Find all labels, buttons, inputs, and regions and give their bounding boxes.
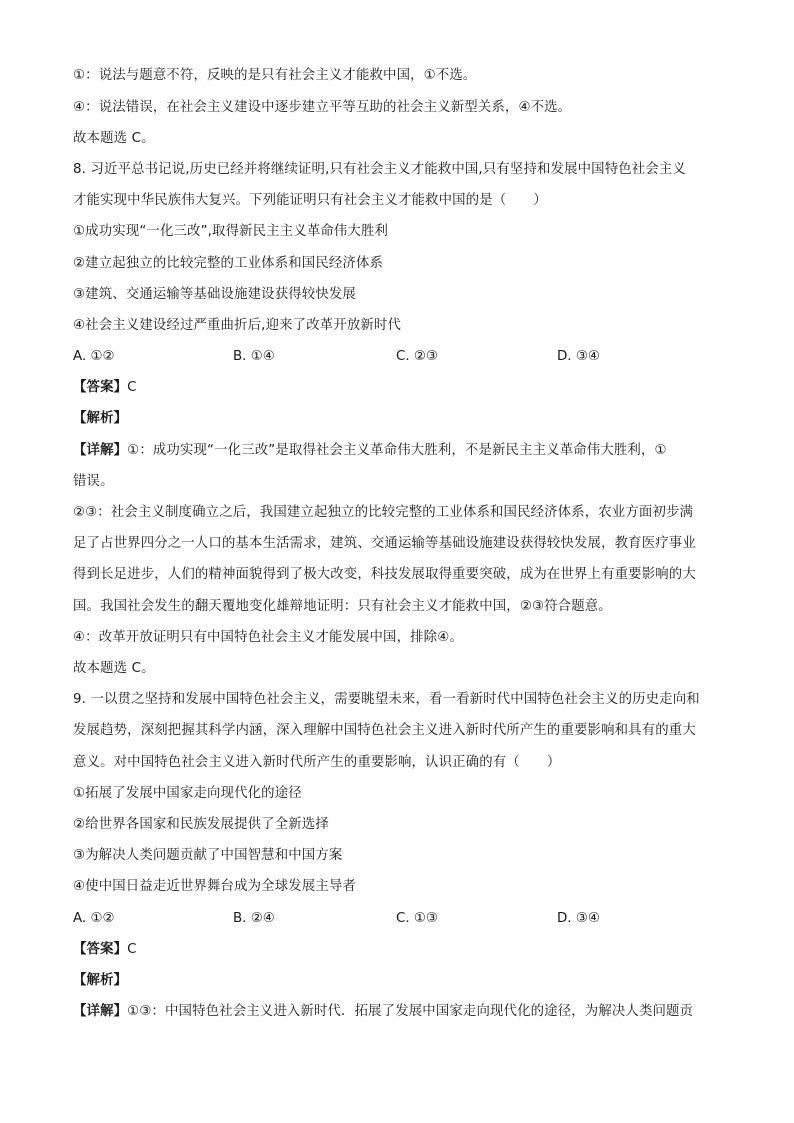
q9-statement-4: ④使中国日益走近世界舞台成为全球发展主导者 [73, 879, 356, 894]
q8-stem-line-2: 才能实现中华民族伟大复兴。下列能证明只有社会主义才能救中国的是（ ） [73, 193, 547, 208]
q9-stem-line-2: 发展趋势，深刻把握其科学内涵，深入理解中国特色社会主义进入新时代所产生的重要影响和具有的重大 [73, 723, 696, 738]
q8-detail-line-2: 错误。 [73, 474, 114, 489]
q9-statement-3: ③为解决人类问题贡献了中国智慧和中国方案 [73, 848, 343, 863]
q9-option-a: A. ①② [73, 911, 115, 926]
q8-conclusion: 故本题选 C。 [73, 661, 155, 676]
q9-statement-1: ①拓展了发展中国家走向现代化的途径 [73, 786, 302, 801]
q9-answer [73, 940, 137, 960]
q9-answer-value: C [127, 942, 137, 957]
prev-explanation-line-2: ④：说法错误，在社会主义建设中逐步建立平等互助的社会主义新型关系，④不选。 [73, 100, 572, 115]
q8-detail-line-1: 【详解】①：成功实现“一化三改”是取得社会主义革命伟大胜利，不是新民主主义革命伟大胜利，① [73, 443, 667, 458]
q8-detail-line-3: ②③：社会主义制度确立之后，我国建立起独立的比较完整的工业体系和国民经济体系，农业方面初步满 [73, 505, 694, 520]
q9-detail-line-1: 【详解】①③：中国特色社会主义进入新时代．拓展了发展中国家走向现代化的途径，为解决人类问题贡 [73, 1004, 694, 1019]
q8-statement-2: ②建立起独立的比较完整的工业体系和国民经济体系 [73, 256, 384, 271]
q9-answer-tag: 【答案】 [73, 942, 128, 957]
prev-conclusion: 故本题选 C。 [73, 131, 155, 146]
q8-statement-4: ④社会主义建设经过严重曲折后,迎来了改革开放新时代 [73, 318, 401, 333]
q9-analysis-tag: 【解析】 [73, 973, 128, 988]
q8-option-d: D. ③④ [557, 349, 600, 364]
q8-option-c: C. ②③ [396, 349, 438, 364]
q9-stem-line-1: 9. 一以贯之坚持和发展中国特色社会主义，需要眺望未来，看一看新时代中国特色社会主义的历史走向和 [73, 692, 700, 707]
q8-answer [73, 378, 137, 398]
q8-statement-1: ①成功实现“一化三改”,取得新民主主义革命伟大胜利 [73, 224, 389, 239]
q9-option-c: C. ①③ [396, 911, 438, 926]
q8-stem-line-1: 8. 习近平总书记说,历史已经并将继续证明,只有社会主义才能救中国,只有坚持和发展中国特色社会主义 [73, 162, 686, 177]
q9-stem-line-3: 意义。对中国特色社会主义进入新时代所产生的重要影响，认识正确的有（ ） [73, 755, 561, 770]
q8-option-a: A. ①② [73, 349, 115, 364]
q9-statement-2: ②给世界各国家和民族发展提供了全新选择 [73, 817, 329, 832]
q8-option-b: B. ①④ [233, 349, 275, 364]
q8-answer-value: C [127, 380, 137, 395]
q8-detail-line-4: 足了占世界四分之一人口的基本生活需求，建筑、交通运输等基础设施建设获得较快发展，教育医疗事业 [73, 536, 696, 551]
q8-detail-tag: 【详解】 [73, 443, 128, 458]
q9-option-d: D. ③④ [557, 911, 600, 926]
q8-detail-line-7: ④：改革开放证明只有中国特色社会主义才能发展中国，排除④。 [73, 630, 463, 645]
q8-answer-tag: 【答案】 [73, 380, 128, 395]
q8-detail-line-5: 得到长足进步，人们的精神面貌得到了极大改变，科技发展取得重要突破，成为在世界上有重要影响的大 [73, 567, 696, 582]
q9-option-b: B. ②④ [233, 911, 275, 926]
q8-statement-3: ③建筑、交通运输等基础设施建设获得较快发展 [73, 287, 356, 302]
q8-analysis-tag: 【解析】 [73, 411, 128, 426]
q8-detail-line-6: 国。我国社会发生的翻天覆地变化雄辩地证明：只有社会主义才能救中国，②③符合题意。 [73, 599, 612, 614]
prev-explanation-line-1: ①：说法与题意不符，反映的是只有社会主义才能救中国，①不选。 [73, 68, 477, 83]
q9-detail-tag: 【详解】 [73, 1004, 128, 1019]
